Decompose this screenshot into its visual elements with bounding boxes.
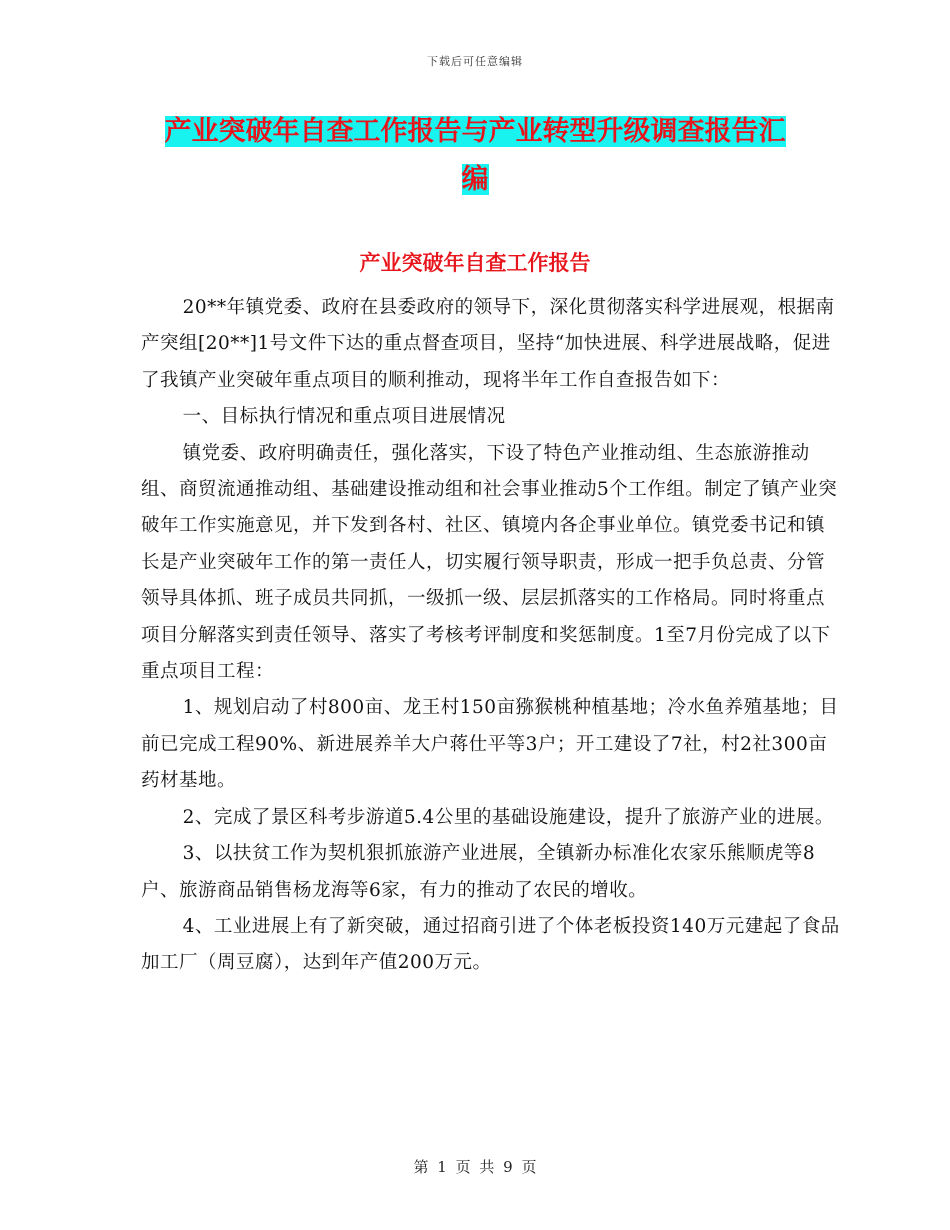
paragraph-intro: 20**年镇党委、政府在县委政府的领导下，深化贯彻落实科学进展观，根据南产突组[20**]1号文件下达的重点督查项目，坚持“加快进展、科学进展战略，促进了我镇产业突破年重点项目的顺利推动，现将半年工作自查报告如下： [141,297,835,391]
paragraph-responsibility: 镇党委、政府明确责任，强化落实，下设了特色产业推动组、生态旅游推动组、商贸流通推动组、基础建设推动组和社会事业推动5个工作组。制定了镇产业突破年工作实施意见，并下发到各村、社区、镇境内各企事业单位。镇党委书记和镇长是产业突破年工作的第一责任人，切实履行领导职责，形成一把手负总责、分管领导具体抓、班子成员共同抓，一级抓一级、层层抓落实的工作格局。同时将重点项目分解落实到责任领导、落实了考核考评制度和奖惩制度。1至7月份完成了以下重点项目工程： [141,442,838,683]
paragraph-item-4: 4、工业进展上有了新突破，通过招商引进了个体老板投资140万元建起了食品加工厂（周豆腐），达到年产值200万元。 [141,915,840,974]
paragraph-item-3: 3、以扶贫工作为契机狠抓旅游产业进展，全镇新办标准化农家乐熊顺虎等8户、旅游商品销售杨龙海等6家，有力的推动了农民的增收。 [141,843,816,901]
page-header-note: 下载后可任意编辑 [427,55,523,68]
document-title-line-1: 产业突破年自查工作报告与产业转型升级调查报告汇 [164,116,786,147]
section-title: 产业突破年自查工作报告 [359,250,591,275]
page-number: 第 1 页 共 9 页 [413,1158,537,1176]
paragraph-item-2: 2、完成了景区科考步游道5.4公里的基础设施建设，提升了旅游产业的进展。 [182,806,834,828]
document-title [140,108,810,204]
paragraph-item-1: 1、规划启动了村800亩、龙王村150亩猕猴桃种植基地；冷水鱼养殖基地；目前已完成工程90%、新进展养羊大户蒋仕平等3户；开工建设了7社，村2社300亩药材基地。 [141,697,839,792]
paragraph-heading-1: 一、目标执行情况和重点项目进展情况 [182,406,506,428]
document-body [141,290,841,982]
document-title-line-2: 编 [461,164,489,195]
